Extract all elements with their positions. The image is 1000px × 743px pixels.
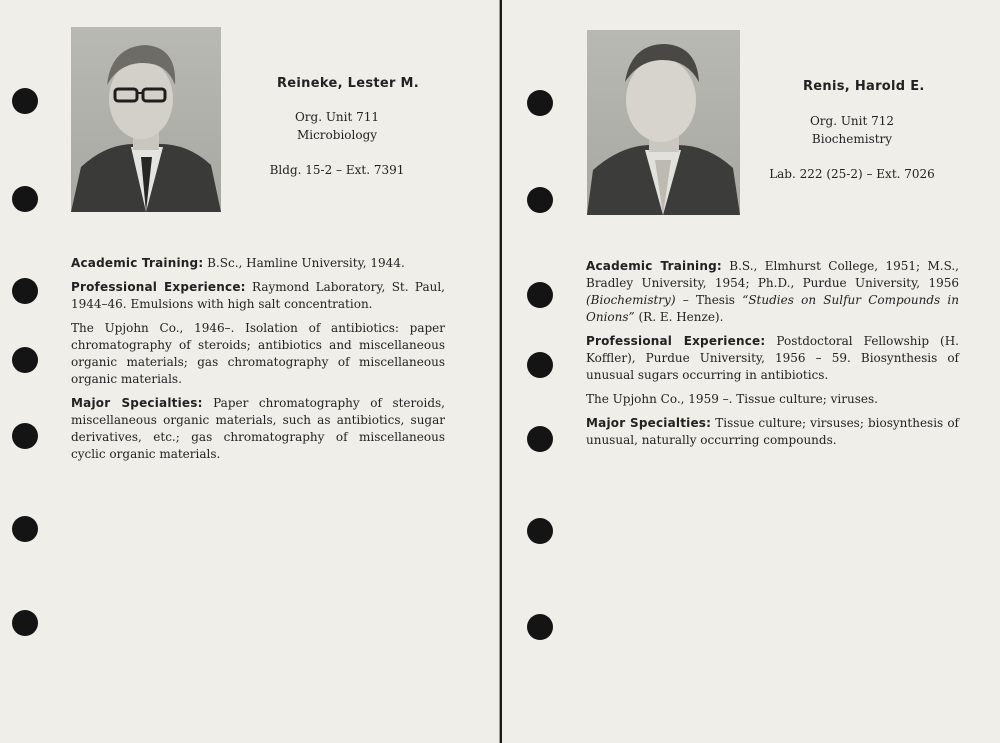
major-specialties-label: Major Specialties: [586,416,712,430]
professional-experience-text: Postdoctoral Fellowship (H. Koffler), Purdue University, 1956 – 59. Biosynthesis of unusual sugars occurring in antibiotics. [586,334,959,382]
upjohn-experience: The Upjohn Co., 1959 –. Tissue culture; viruses. [586,392,878,406]
location-extension: Bldg. 15-2 – Ext. 7391 [269,163,405,177]
binder-hole [527,90,553,116]
academic-training-label: Academic Training: [586,259,722,273]
thesis-prefix: – Thesis [675,293,743,307]
department: Biochemistry [811,132,893,146]
upjohn-experience: The Upjohn Co., 1946–. Isolation of antibiotics: paper chromatography of steroids; antibiotics and miscellaneous organic materials; gas chromatography of miscellaneous organic materials. [71,321,445,386]
professional-experience-text: Raymond Laboratory, St. Paul, 1944–46. Emulsions with high salt concentration. [71,280,445,311]
major-specialties-label: Major Specialties: [71,396,203,410]
major-specialties-text: Tissue culture; virsuses; biosynthesis of unusual, naturally occurring compounds. [586,416,959,447]
professional-experience [586,333,959,384]
binder-hole [12,278,38,304]
thesis-advisor: (R. E. Henze). [634,310,724,324]
thesis-title: “Studies on Sulfur Compounds in Onions” [586,293,959,324]
portrait-photo [71,27,221,212]
person-name: Renis, Harold E. [803,79,925,94]
academic-training-text: B.S., Elmhurst College, 1951; M.S., Bradley University, 1954; Ph.D., Purdue University, 1956 [586,259,959,290]
binder-hole [527,282,553,308]
binder-hole [12,186,38,212]
department: Microbiology [296,128,378,142]
degree-field: (Biochemistry) [586,293,676,307]
professional-experience-label: Professional Experience: [71,280,246,294]
academic-training [71,255,445,272]
org-unit: Org. Unit 711 [294,110,380,124]
major-specialties [586,415,959,449]
binder-hole [12,88,38,114]
professional-experience-label: Professional Experience: [586,334,766,348]
binder-hole [527,518,553,544]
right-page [502,0,1000,743]
binder-hole [527,187,553,213]
biography [586,258,959,456]
major-specialties [71,395,445,463]
org-unit: Org. Unit 712 [809,114,895,128]
biography [71,255,445,470]
contact-info [757,112,947,183]
person-name: Reineke, Lester M. [277,76,420,91]
binder-hole [527,352,553,378]
academic-training [586,258,959,326]
binder-hole [527,614,553,640]
academic-training-text: B.Sc., Hamline University, 1944. [203,256,405,270]
binder-hole [12,347,38,373]
binder-hole [12,516,38,542]
major-specialties-text: Paper chromatography of steroids, miscellaneous organic materials, such as antibiotics, sugar derivatives, etc.; gas chromatography of miscellaneous cyclic organic materials. [71,396,445,461]
portrait-photo [587,30,740,215]
binder-hole [527,426,553,452]
location-extension: Lab. 222 (25-2) – Ext. 7026 [769,167,935,181]
academic-training-label: Academic Training: [71,256,204,270]
binder-hole [12,423,38,449]
professional-experience [71,279,445,313]
contact-info [252,108,422,179]
binder-hole [12,610,38,636]
